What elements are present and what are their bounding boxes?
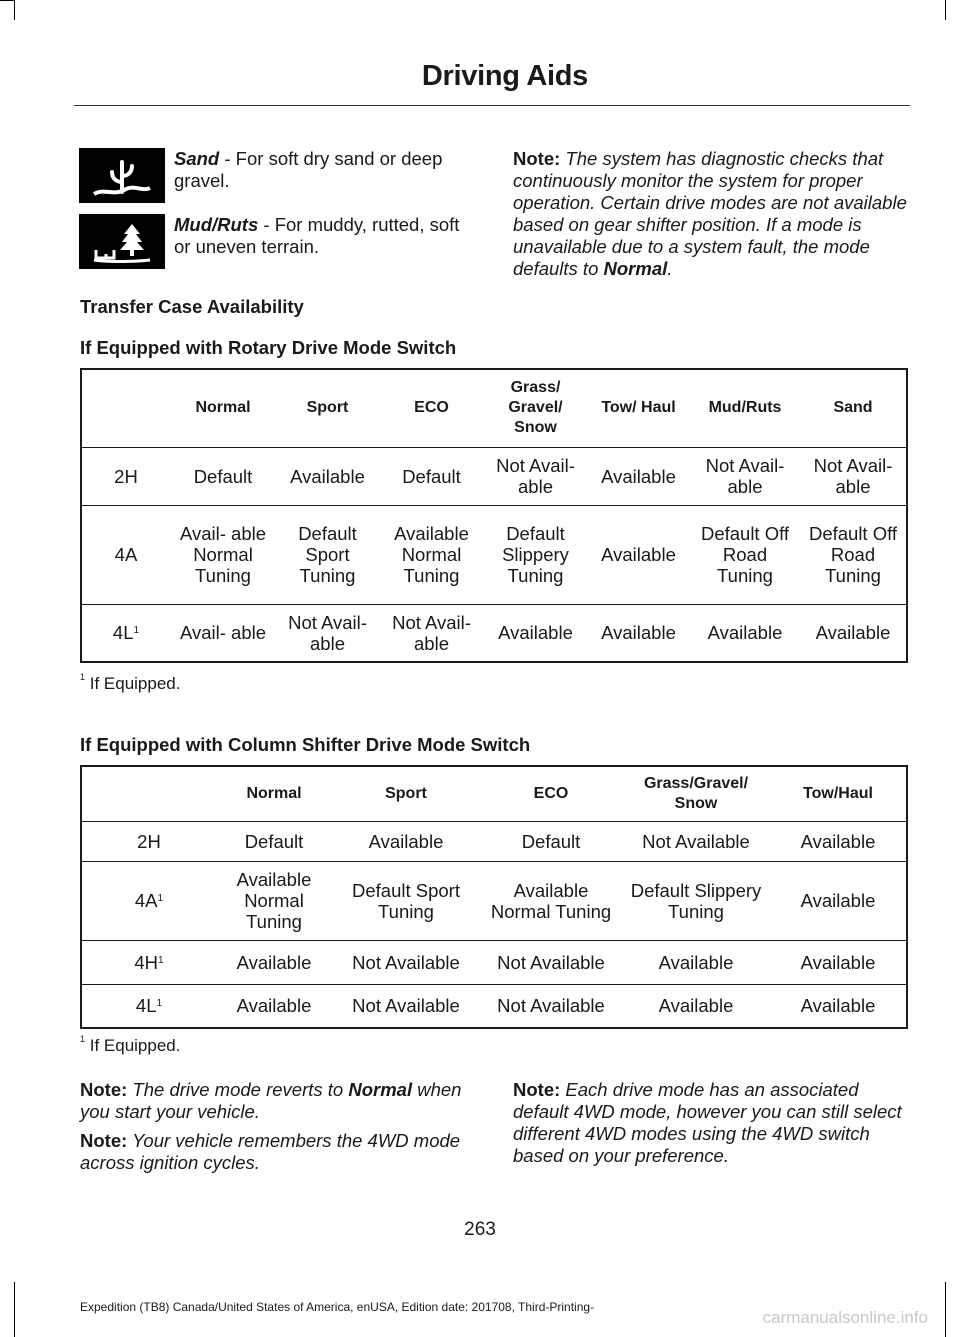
- table-cell: Not Available: [622, 821, 770, 861]
- crop-mark: [14, 1282, 15, 1337]
- sand-mode-icon: [79, 148, 165, 203]
- table-row: [81, 447, 907, 505]
- table-cell: Not Avail- able: [379, 604, 484, 662]
- table-cell: Not Available: [332, 940, 480, 984]
- table-cell: Available: [216, 984, 332, 1028]
- table-cell: Default Slippery Tuning: [622, 861, 770, 940]
- table-header: Grass/ Gravel/ Snow: [484, 369, 587, 447]
- table-cell: Not Available: [480, 940, 622, 984]
- watermark: carmanualsonline.info: [762, 1308, 928, 1327]
- mode-cell: $4H^1$: [81, 940, 216, 984]
- mode-cell: 2H: [81, 447, 170, 505]
- table-cell: Default: [379, 447, 484, 505]
- table2-footnote: $^1$ If Equipped.: [80, 1034, 181, 1055]
- crop-mark: [945, 0, 946, 20]
- table-header: Normal: [170, 369, 276, 447]
- table-row: [81, 505, 907, 604]
- table-cell: Available Normal Tuning: [480, 861, 622, 940]
- note-reverts-normal: Note: The drive mode reverts to Normal when you start your vehicle.: [80, 1079, 462, 1122]
- table-row: [81, 821, 907, 861]
- table-header: Sport: [332, 766, 480, 821]
- sand-mode-name: Sand: [174, 148, 220, 169]
- table-cell: Available Normal Tuning: [216, 861, 332, 940]
- page-number: 263: [464, 1219, 496, 1240]
- sand-mode-description: Sand - For soft dry sand or deep gravel.: [174, 148, 443, 191]
- crop-mark: [0, 0, 14, 1]
- table-header: Sand: [800, 369, 907, 447]
- rotary-switch-table: [80, 368, 908, 663]
- table-cell: Not Available: [480, 984, 622, 1028]
- mode-cell: $4L^1$: [81, 984, 216, 1028]
- table-cell: Available: [587, 447, 690, 505]
- table-header: Tow/Haul: [770, 766, 907, 821]
- table-header: Mud/Ruts: [690, 369, 800, 447]
- table-cell: Available Normal Tuning: [379, 505, 484, 604]
- table-cell: Default: [480, 821, 622, 861]
- table-cell: Available: [770, 940, 907, 984]
- table-cell: Available: [332, 821, 480, 861]
- table2-title: If Equipped with Column Shifter Drive Mode Switch: [80, 734, 531, 755]
- table-cell: Not Available: [332, 984, 480, 1028]
- table-cell: Available: [800, 604, 907, 662]
- table-cell: Available: [690, 604, 800, 662]
- mode-cell: 4A: [81, 505, 170, 604]
- column-shifter-table: [80, 765, 908, 1029]
- table1-footnote: $^1$ If Equipped.: [80, 672, 181, 693]
- table-cell: Not Avail- able: [276, 604, 379, 662]
- table1-title: If Equipped with Rotary Drive Mode Switch: [80, 337, 457, 358]
- header-divider: [74, 105, 910, 106]
- table-cell: Available: [276, 447, 379, 505]
- table-cell: Available: [216, 940, 332, 984]
- table-row: [81, 861, 907, 940]
- mud-ruts-mode-name: Mud/Ruts: [174, 214, 259, 235]
- table-cell: Available: [770, 821, 907, 861]
- table-cell: Avail- able Normal Tuning: [170, 505, 276, 604]
- table-header: ECO: [379, 369, 484, 447]
- table-cell: Not Avail- able: [484, 447, 587, 505]
- table-row: [81, 940, 907, 984]
- table-header: ECO: [480, 766, 622, 821]
- table-cell: Available: [622, 984, 770, 1028]
- table-header: Normal: [216, 766, 332, 821]
- page-title: Driving Aids: [421, 60, 588, 92]
- mode-cell: 2H: [81, 821, 216, 861]
- table-cell: Default Sport Tuning: [276, 505, 379, 604]
- note-remembers-4wd: Note: Your vehicle remembers the 4WD mode across ignition cycles.: [80, 1130, 461, 1173]
- table-cell: Default Off Road Tuning: [800, 505, 907, 604]
- table-header: Sport: [276, 369, 379, 447]
- table-cell: Available: [484, 604, 587, 662]
- table-cell: Avail- able: [170, 604, 276, 662]
- table-cell: Not Avail- able: [800, 447, 907, 505]
- table-cell: Default Slippery Tuning: [484, 505, 587, 604]
- table-row: [81, 984, 907, 1028]
- table-header: Grass/Gravel/ Snow: [622, 766, 770, 821]
- table-cell: Default: [170, 447, 276, 505]
- table-cell: Available: [770, 861, 907, 940]
- mud-ruts-mode-description: Mud/Ruts - For muddy, rutted, soft or uneven terrain.: [174, 214, 460, 257]
- note-default-4wd: Note: Each drive mode has an associated default 4WD mode, however you can still select different 4WD modes using the 4WD switch based on your preference.: [513, 1079, 902, 1166]
- mode-cell: $4A^1$: [81, 861, 216, 940]
- table-cell: Not Avail- able: [690, 447, 800, 505]
- table-header: Tow/ Haul: [587, 369, 690, 447]
- crop-mark: [945, 1282, 946, 1337]
- table-row: [81, 604, 907, 662]
- crop-mark: [14, 0, 15, 20]
- table-cell: Available: [587, 604, 690, 662]
- table-cell: Default Sport Tuning: [332, 861, 480, 940]
- mud-ruts-mode-icon: [79, 214, 165, 269]
- table-header: [81, 766, 216, 821]
- table-cell: Default Off Road Tuning: [690, 505, 800, 604]
- table-cell: Available: [770, 984, 907, 1028]
- diagnostic-note: Note: The system has diagnostic checks that continuously monitor the system for proper operation. Certain drive modes are not available based on gear shifter position. If a mode is unavailable due to a system fault, the mode defaults to Normal.: [513, 148, 907, 279]
- section-title: Transfer Case Availability: [80, 296, 304, 317]
- table-cell: Available: [587, 505, 690, 604]
- table-cell: Default: [216, 821, 332, 861]
- table-header: [81, 369, 170, 447]
- document-footer: Expedition (TB8) Canada/United States of America, enUSA, Edition date: 201708, Third-Printing-: [80, 1300, 595, 1314]
- mode-cell: $4L^1$: [81, 604, 170, 662]
- table-cell: Available: [622, 940, 770, 984]
